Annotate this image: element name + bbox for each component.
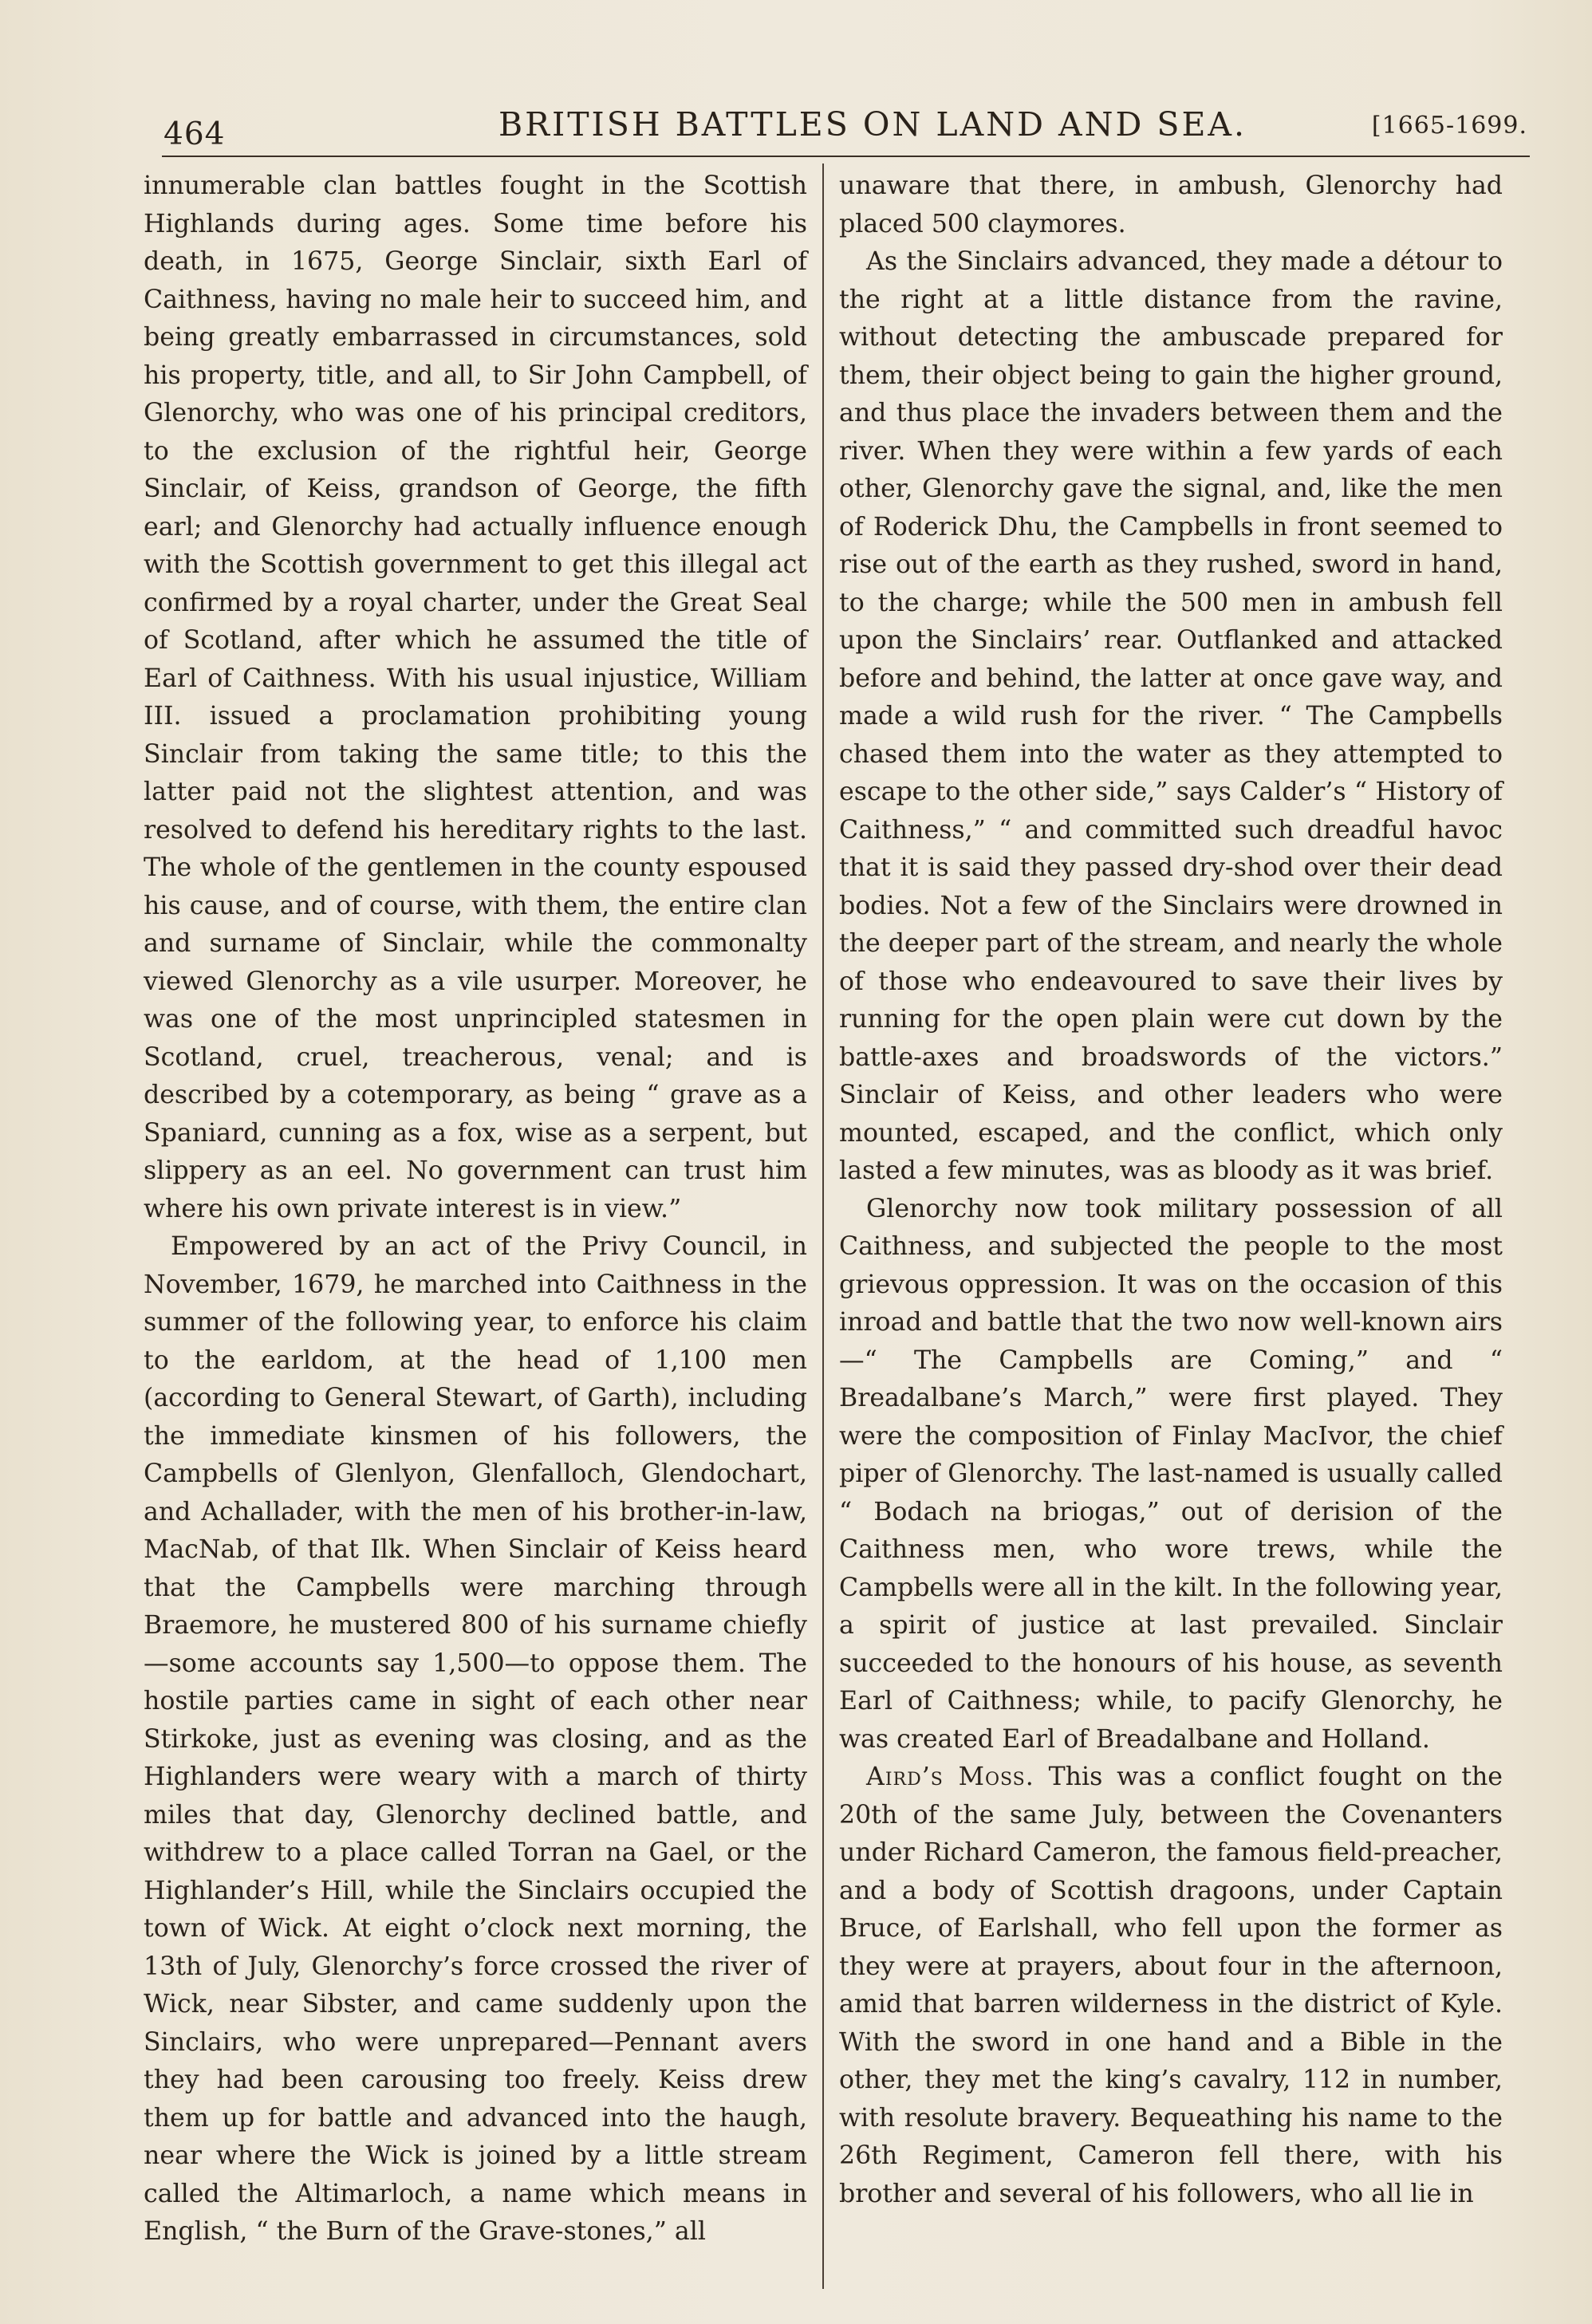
- paragraph: [839, 1759, 1503, 2213]
- paragraph-body: This was a conflict fought on the 20th of the same July, between the Covenanters under Richard Cameron, the famous field-preacher, and a body of Scottish dragoons, under Captain Bruce, of Earlshall, who fell upon the former as they were at prayers, about four in the afternoon, amid that barren wilderness in the district of Kyle. With the sword in one hand and a Bible in the other, they met the king’s cavalry, 112 in number, with resolute bravery. Bequeathing his name to the 26th Regiment, Cameron fell there, with his brother and several of his followers, who all lie in: [839, 1763, 1503, 2208]
- running-title: BRITISH BATTLES ON LAND AND SEA.: [498, 105, 1247, 144]
- paragraph: As the Sinclairs advanced, they made a détour to the right at a little distance from the ravine, without detecting the ambuscade prepared for them, their object being to gain the higher ground, and thus place the invaders between them and the river. When they were within a few yards of each other, Glenorchy gave the signal, and, like the men of Roderick Dhu, the Campbells in front seemed to rise out of the earth as they rushed, sword in hand, to the charge; while the 500 men in ambush fell upon the Sinclairs’ rear. Outflanked and attacked before and behind, the latter at once gave way, and made a wild rush for the river. “ The Campbells chased them into the water as they attempted to escape to the other side,” says Calder’s “ History of Caithness,” “ and committed such dreadful havoc that it is said they passed dry-shod over their dead bodies. Not a few of the Sinclairs were drowned in the deeper part of the stream, and nearly the whole of those who endeavoured to save their lives by running for the open plain were cut down by the battle-axes and broadswords of the victors.” Sinclair of Keiss, and other leaders who were mounted, escaped, and the conflict, which only lasted a few minutes, was as bloody as it was brief.: [839, 247, 1503, 1185]
- page-number: 464: [164, 116, 226, 152]
- paragraph: unaware that there, in ambush, Glenorchy had placed 500 claymores.: [839, 171, 1503, 238]
- header-rule: [162, 156, 1530, 157]
- section-heading: Aird’s Moss.: [866, 1763, 1034, 1791]
- date-range: [1665-1699.: [1371, 112, 1527, 140]
- right-column: [839, 167, 1503, 2213]
- paragraph: Glenorchy now took military possession of all Caithness, and subjected the people to the most grievous oppression. It was on the occasion of this inroad and battle that the two now well-known airs—“ The Campbells are Coming,” and “ Breadalbane’s March,” were first played. They were the composition of Finlay MacIvor, the chief piper of Glenorchy. The last-named is usually called “ Bodach na briogas,” out of derision of the Caithness men, who wore trews, while the Campbells were all in the kilt. In the following year, a spirit of justice at last prevailed. Sinclair succeeded to the honours of his house, as seventh Earl of Caithness; while, to pacify Glenorchy, he was created Earl of Breadalbane and Holland.: [839, 1194, 1503, 1754]
- column-divider: [822, 163, 824, 2289]
- paragraph: Empowered by an act of the Privy Council, in November, 1679, he marched into Caithness in the summer of the following year, to enforce his claim to the earldom, at the head of 1,100 men (according to General Stewart, of Garth), including the immediate kinsmen of his followers, the Campbells of Glenlyon, Glenfalloch, Glendochart, and Achallader, with the men of his brother-in-law, MacNab, of that Ilk. When Sinclair of Keiss heard that the Campbells were marching through Braemore, he mustered 800 of his surname chiefly —some accounts say 1,500—to oppose them. The hostile parties came in sight of each other near Stirkoke, just as evening was closing, and as the Highlanders were weary with a march of thirty miles that day, Glenorchy declined battle, and withdrew to a place called Torran na Gael, or the Highlander’s Hill, while the Sinclairs occupied the town of Wick. At eight o’clock next morning, the 13th of July, Glenorchy’s force crossed the river of Wick, near Sibster, and came suddenly upon the Sinclairs, who were unprepared—Pennant avers they had been carousing too freely. Keiss drew them up for battle and advanced into the haugh, near where the Wick is joined by a little stream called the Altimarloch, a name which means in English, “ the Burn of the Grave-stones,” all: [144, 1232, 807, 2246]
- left-column: [144, 167, 807, 2251]
- page-header: [164, 102, 1527, 158]
- paragraph: innumerable clan battles fought in the Scottish Highlands during ages. Some time before his death, in 1675, George Sinclair, sixth Earl of Caithness, having no male heir to succeed him, and being greatly embarrassed in circumstances, sold his property, title, and all, to Sir John Campbell, of Glenorchy, who was one of his principal creditors, to the exclusion of the rightful heir, George Sinclair, of Keiss, grandson of George, the fifth earl; and Glenorchy had actually influence enough with the Scottish government to get this illegal act confirmed by a royal charter, under the Great Seal of Scotland, after which he assumed the title of Earl of Caithness. With his usual injustice, William III. issued a proclamation prohibiting young Sinclair from taking the same title; to this the latter paid not the slightest attention, and was resolved to defend his hereditary rights to the last. The whole of the gentlemen in the county espoused his cause, and of course, with them, the entire clan and surname of Sinclair, while the commonalty viewed Glenorchy as a vile usurper. Moreover, he was one of the most unprincipled statesmen in Scotland, cruel, treacherous, venal; and is described by a cotemporary, as being “ grave as a Spaniard, cunning as a fox, wise as a serpent, but slippery as an eel. No government can trust him where his own private interest is in view.”: [144, 171, 807, 1223]
